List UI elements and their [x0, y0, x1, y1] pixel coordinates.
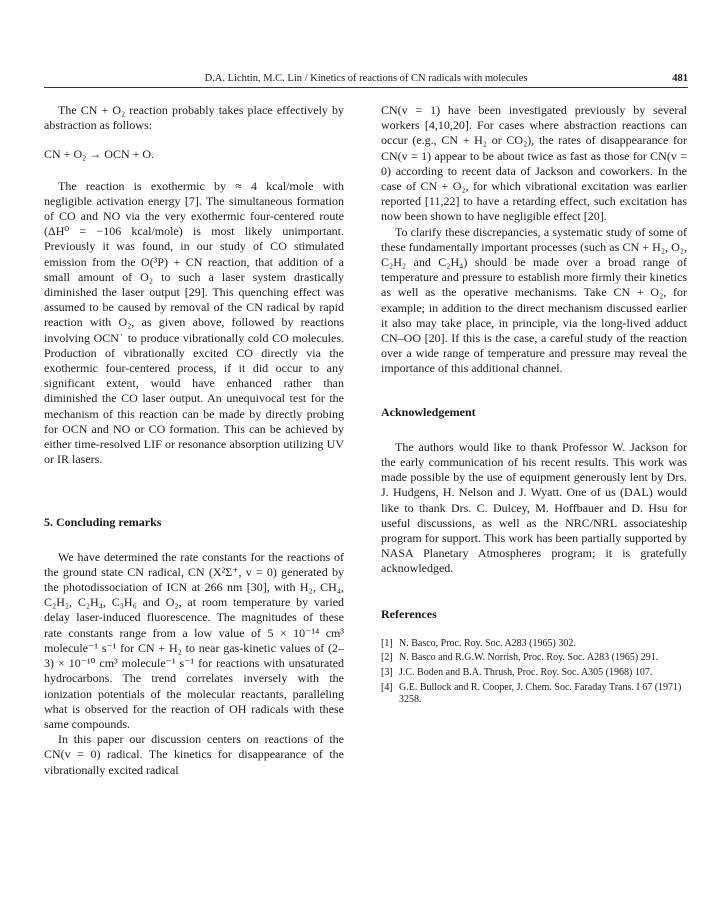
reference-number: [2]	[381, 652, 393, 664]
reference-number: [4]	[381, 681, 393, 693]
running-title: D.A. Lichtin, M.C. Lin / Kinetics of reactions of CN radicals with molecules	[204, 73, 528, 84]
reaction-equation: CN + O₂ → OCN + O.	[44, 147, 155, 162]
reference-list	[381, 638, 687, 707]
reference-text: N. Basco and R.G.W. Norrish, Proc. Roy. Soc. A283 (1965) 291.	[399, 652, 659, 664]
page-number: 481	[672, 73, 688, 84]
acknowledgement-text: The authors would like to thank Professor W. Jackson for the early communication of his recent results. This work was made possible by the use of equipment generously lent by Drs. J. Hudgens, H. Nelson and J. Wyatt. One of us (DAL) would like to thank Drs. C. Dulcey, M. Hoffbauer and D. Hsu for useful discussions, as well as the NRC/NRL associateship program for support. This work has been partially supported by NASA Planetary Atmospheres program; it is gratefully acknowledged.	[381, 439, 687, 576]
paragraph-oxygen-reaction: The CN + O₂ reaction probably takes place effectively by abstraction as follows:	[44, 103, 344, 133]
reference-text: G.E. Bullock and R. Cooper, J. Chem. Soc. Faraday Trans. I 67 (1971) 3258.	[399, 681, 682, 706]
left-column	[44, 103, 344, 778]
reference-item	[381, 667, 687, 680]
paragraph-exothermic: The reaction is exothermic by ≈ 4 kcal/mole with negligible activation energy [7]. The simultaneous formation of CO and NO via the very exothermic four-centered route (ΔH⁰ = −106 kcal/mole) is most likely unimportant. Previously it was found, in our study of CO stimulated emission from the O(³P) + CN reaction, that addition of a small amount of O₂ to such a laser system drastically diminished the laser output [29]. This quenching effect was assumed to be caused by removal of the CN radical by rapid reaction with O₂, as given above, followed by reactions involving OCN˙ to produce vibrationally cold CO molecules. Production of vibrationally excited CO directly via the exothermic four-centered process, if it did occur to any significant extent, would have enhanced rather than diminished the CO laser output. An unequivocal test for the mechanism of this reaction can be made by directly probing for OCN and NO or CO formation. This can be achieved by either time-resolved LIF or resonance absorption utilizing UV or IR lasers.	[44, 178, 344, 467]
references-heading: References	[381, 606, 437, 621]
paragraph-vibrational-excitation: CN(v = 1) have been investigated previously by several workers [4,10,20]. For cases where abstraction reactions can occur (e.g., CN + H₂ or CO₂), the rates of disappearance for CN(v = 1) appear to be about twice as fast as those for CN(v = 0) according to recent data of Jackson and coworkers. In the case of CN + O₂, for which vibrational excitation was earlier reported [11,22] to have a retarding effect, such excitation has now been shown to have negligible effect [20].	[381, 103, 687, 224]
reference-number: [1]	[381, 637, 393, 649]
running-header	[44, 73, 688, 88]
reference-item	[381, 638, 687, 651]
reference-item	[381, 682, 687, 707]
reference-number: [3]	[381, 667, 393, 679]
reference-item	[381, 652, 687, 665]
paragraph-discrepancies: To clarify these discrepancies, a systematic study of some of these fundamentally important processes (such as CN + H₂, O₂, C₂H₂ and C₂H₄) should be made over a broad range of temperature and pressure to establish more firmly their kinetics as well as the operative mechanisms. Take CN + O₂, for example; in addition to the direct mechanism discussed earlier it also may take place, in principle, via the long-lived adduct CN–OO [20]. If this is the case, a careful study of the reaction over a wide range of temperature and pressure may reveal the importance of this additional channel.	[381, 224, 687, 376]
section-heading-concluding-remarks: 5. Concluding remarks	[44, 515, 162, 530]
reference-text: J.C. Boden and B.A. Thrush, Proc. Roy. Soc. A305 (1968) 107.	[399, 667, 653, 679]
acknowledgement-heading: Acknowledgement	[381, 404, 476, 419]
paragraph-discussion: In this paper our discussion centers on reactions of the CN(v = 0) radical. The kinetics for disappearance of the vibrationally excited radical	[44, 732, 344, 777]
paragraph-rate-constants: We have determined the rate constants for the reactions of the ground state CN radical, CN (X²Σ⁺, v = 0) generated by the photodissociation of ICN at 266 nm [30], with H₂, CH₄, C₂H₂, C₂H₄, C₃H₆ and O₂, at room temperature by varied delay laser-induced fluorescence. The magnitudes of these rate constants range from a low value of 5 × 10⁻¹⁴ cm³ molecule⁻¹ s⁻¹ for CN + H₂ to near gas-kinetic values of (2–3) × 10⁻¹⁰ cm³ molecule⁻¹ s⁻¹ for reactions with unsaturated hydrocarbons. The trend correlates inversely with the ionization potentials of the molecular reactants, paralleling what is observed for the reaction of OH radicals with these same compounds.	[44, 549, 344, 731]
reference-text: N. Basco, Proc. Roy. Soc. A283 (1965) 302.	[399, 637, 576, 649]
right-column	[381, 103, 687, 709]
